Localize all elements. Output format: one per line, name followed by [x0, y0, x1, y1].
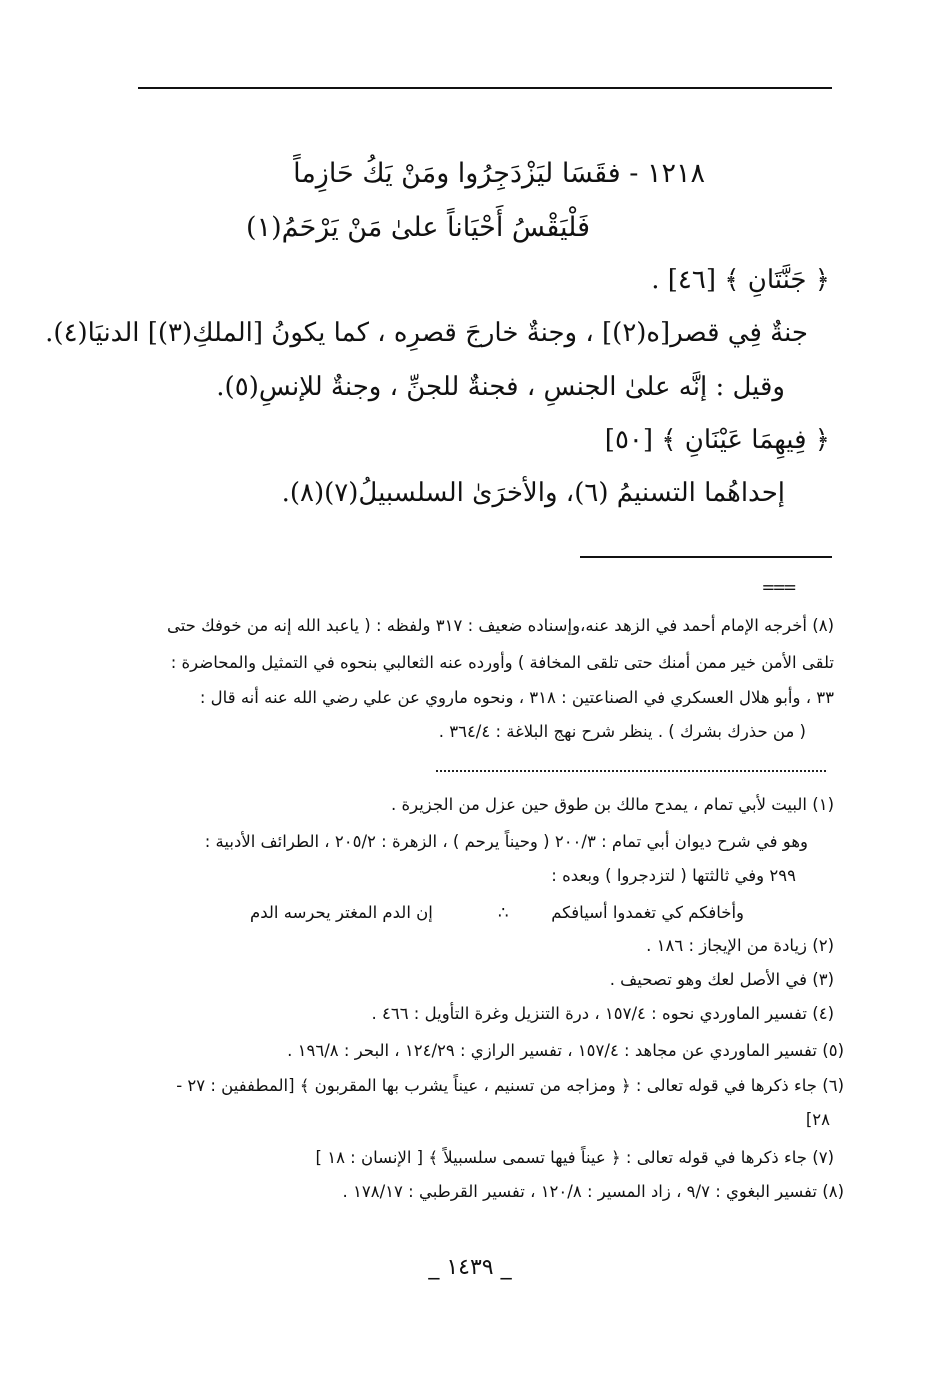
commentary-line: وقيل : إنَّه علىٰ الجنسِ ، فجنةٌ للجنِّ ، وجنةٌ للإنسِ(٥). [216, 372, 785, 402]
footnote-marker: === [761, 578, 794, 597]
footnote-line: (٦) جاء ذكرها في قوله تعالى : ﴿ ومزاجه من تسنيم ، عيناً يشرب بها المقربون ﴾ [المطففين : ٢٧ - [176, 1076, 844, 1095]
commentary-line: جنةٌ فِي قصر[ه(٢)] ، وجنةٌ خارجَ قصرِه ، كما يكونُ [الملكِ(٣)] الدنيَا(٤). [45, 318, 808, 348]
footnote-line: ٢٨] [805, 1110, 830, 1129]
couplet-separator: ∴ [498, 903, 509, 922]
footnote-line: (٤) تفسير الماوردي نحوه : ١٥٧/٤ ، درة التنزيل وغرة التأويل : ٤٦٦ . [371, 1004, 834, 1023]
footnote-line: تلقى الأمن خير ممن أمنك حتى تلقى المخافة ) وأورده عنه الثعالبي بنحوه في التمثيل والمحاضرة : [170, 653, 834, 672]
couplet-second-hemistich: إن الدم المغتر يحرسه الدم [250, 903, 433, 922]
couplet-first-hemistich: وأخافكم كي تغمدوا أسيافكم [551, 903, 744, 922]
dotted-separator [436, 770, 826, 772]
header-rule [138, 87, 832, 89]
footnote-line: وهو في شرح ديوان أبي تمام : ٢٠٠/٣ ( وحيناً يرحم ) ، الزهرة : ٢٠٥/٢ ، الطرائف الأدبية : [204, 832, 808, 851]
quran-word-heading-2: ﴿ فِيهِمَا عَيْنَانِ ﴾ [٥٠] [604, 425, 830, 455]
footnote-line: (١) البيت لأبي تمام ، يمدح مالك بن طوق حين عزل من الجزيرة . [390, 795, 834, 814]
footnote-line: ٣٣ ، وأبو هلال العسكري في الصناعتين : ٣١٨ ، ونحوه ماروي عن علي رضي الله عنه أنه قال : [199, 688, 834, 707]
footnote-line: (٣) في الأصل لعك وهو تصحيف . [609, 970, 834, 989]
verse-line-2: فَلْيَقْسُ أَحْيَاناً علىٰ مَنْ يَرْحَمُ(١) [246, 212, 590, 243]
footnote-line: ٢٩٩ وفي ثالثتها ( لتزدجروا ) وبعده : [551, 866, 796, 885]
quran-word-heading-1: ﴿ جَنَّتَانِ ﴾ [٤٦] . [651, 265, 830, 295]
footnote-line: (٨) تفسير البغوي : ٩/٧ ، زاد المسير : ١٢٠/٨ ، تفسير القرطبي : ١٧٨/١٧ . [342, 1182, 844, 1201]
footnote-line: (٢) زيادة من الإيجاز : ١٨٦ . [646, 936, 834, 955]
page-number: _ ١٤٣٩ _ [428, 1255, 512, 1280]
footnote-line: (٧) جاء ذكرها في قوله تعالى : ﴿ عيناً فيها تسمى سلسبيلاً ﴾ [ الإنسان : ١٨ ] [315, 1148, 834, 1167]
footnote-line: ( من حذرك بشرك ) . ينظر شرح نهج البلاغة : ٣٦٤/٤ . [438, 722, 806, 741]
footnote-separator [580, 556, 832, 558]
commentary-line: إحداهُما التسنيمُ (٦)، والأخرَىٰ السلسبيلُ(٧)(٨). [281, 478, 785, 508]
footnote-line: (٨) أخرجه الإمام أحمد في الزهد عنه،وإسناده ضعيف : ٣١٧ ولفظه : ( ياعبد الله إنه من خوفك حتى [166, 616, 834, 635]
footnote-line: (٥) تفسير الماوردي عن مجاهد : ١٥٧/٤ ، تفسير الرازي : ١٢٤/٢٩ ، البحر : ١٩٦/٨ . [287, 1041, 844, 1060]
verse-line-1: ١٢١٨ - فقَسَا ليَزْدَجِرُوا ومَنْ يَكُ حَازِماً [293, 158, 705, 189]
